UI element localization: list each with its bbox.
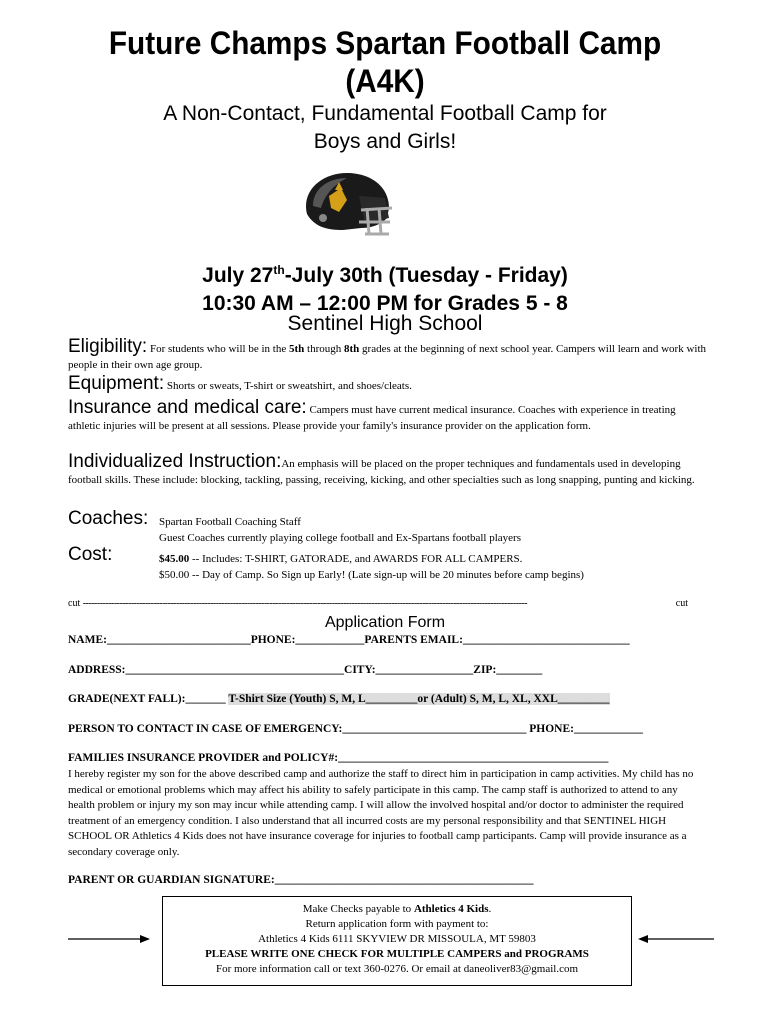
subtitle-line-2: Boys and Girls! bbox=[313, 130, 457, 153]
form-title: Application Form bbox=[324, 614, 446, 631]
cost-list: $45.00 -- Includes: T-SHIRT, GATORADE, and AWARDS FOR ALL CAMPERS. $50.00 -- Day of Camp. So Sign up Early! (Late sign-up will be 20 minutes before camp begins) bbox=[159, 553, 584, 581]
arrow-right-icon bbox=[68, 934, 150, 944]
waiver-text: I hereby register my son for the above described camp and authorize the staff to direct him in participation in camp activities. My child has no medical or emotional problems which may affect his ability to safely participate in this camp. The camp staff is authorized to attend to any health problem or injury my son may incur while attending camp. I will allow the involved hospital and/or doctor to administer the required treatment of an emergency condition. I also understand that all incurred costs are my personal responsibility and that SENTINEL HIGH SCHOOL OR Athletics 4 Kids does not have insurance coverage for injuries to football camp participants. Camp will provide insurance as a secondary coverage only. bbox=[68, 768, 694, 858]
date-line: July 27th-July 30th (Tuesday - Friday) bbox=[202, 263, 568, 287]
instruction-heading: Individualized Instruction: bbox=[68, 451, 282, 472]
coaches-heading: Coaches: bbox=[68, 508, 149, 529]
form-line-grade: GRADE(NEXT FALL):_______ T-Shirt Size (Youth) S, M, L_________or (Adult) S, M, L, XL, XXL_________ bbox=[68, 693, 610, 705]
box-line-5: For more information call or text 360-0276. Or email at daneoliver83@gmail.com bbox=[215, 963, 579, 975]
form-line-emergency: PERSON TO CONTACT IN CASE OF EMERGENCY:________________________________ PHONE:____________ bbox=[68, 723, 643, 735]
box-line-4: PLEASE WRITE ONE CHECK FOR MULTIPLE CAMPERS and PROGRAMS bbox=[205, 948, 589, 960]
payment-info-box bbox=[162, 896, 632, 986]
title-line-2: (A4K) bbox=[345, 63, 425, 99]
spartan-football-helmet-icon bbox=[295, 168, 395, 244]
subtitle bbox=[0, 100, 770, 156]
instruction-section: Individualized Instruction:An emphasis will be placed on the proper techniques and fundamentals used in developing football skills. These include: blocking, tackling, passing, receiving, kicking, and other specialties such as long snapping, punting and kicking. bbox=[68, 451, 695, 486]
eligibility-section: Eligibility: For students who will be in the 5th through 8th grades at the beginning of next school year. Campers will learn and work with people in their own age group. bbox=[68, 336, 706, 371]
eligibility-heading: Eligibility: bbox=[68, 336, 148, 357]
subtitle-line-1: A Non-Contact, Fundamental Football Camp for bbox=[163, 102, 607, 125]
coaches-list: Spartan Football Coaching Staff Guest Coaches currently playing college football and Ex-Spartans football players bbox=[159, 516, 521, 544]
form-line-signature: PARENT OR GUARDIAN SIGNATURE:_____________________________________________ bbox=[68, 874, 534, 886]
title-line-1: Future Champs Spartan Football Camp bbox=[108, 25, 662, 61]
box-line-1: Make Checks payable to Athletics 4 Kids. bbox=[302, 903, 492, 915]
form-line-insurance: FAMILIES INSURANCE PROVIDER and POLICY#:_______________________________________________ bbox=[68, 752, 609, 764]
page-title bbox=[27, 24, 743, 100]
insurance-section: Insurance and medical care: Campers must have current medical insurance. Coaches with experience in treating athletic injuries will be present at all sessions. Please provide your family's insurance provider on the application form. bbox=[68, 397, 676, 432]
box-line-3: Athletics 4 Kids 6111 SKYVIEW DR MISSOULA, MT 59803 bbox=[258, 933, 536, 945]
form-line-name: NAME:_________________________PHONE:____________PARENTS EMAIL:_____________________________ bbox=[68, 634, 630, 646]
arrow-left-icon bbox=[638, 934, 714, 944]
cost-section bbox=[68, 544, 112, 566]
cut-line: cut ------------------------------------------------------------------------------------------------------------------------------------------------------------- cut bbox=[68, 598, 688, 609]
equipment-heading: Equipment: bbox=[68, 373, 165, 394]
box-line-2: Return application form with payment to: bbox=[305, 918, 489, 930]
equipment-section: Equipment: Shorts or sweats, T-shirt or sweatshirt, and shoes/cleats. bbox=[68, 373, 412, 394]
form-line-address: ADDRESS:______________________________________CITY:_________________ZIP:________ bbox=[68, 664, 543, 676]
insurance-heading: Insurance and medical care: bbox=[68, 397, 307, 418]
coaches-section bbox=[68, 508, 148, 530]
tshirt-size-field: T-Shirt Size (Youth) S, M, L_________or (Adult) S, M, L, XL, XXL_________ bbox=[228, 693, 610, 705]
event-dates bbox=[0, 256, 770, 318]
cost-heading: Cost: bbox=[68, 544, 113, 565]
time-grades-line: 10:30 AM – 12:00 PM for Grades 5 - 8 bbox=[202, 292, 568, 315]
location: Sentinel High School bbox=[287, 312, 483, 335]
